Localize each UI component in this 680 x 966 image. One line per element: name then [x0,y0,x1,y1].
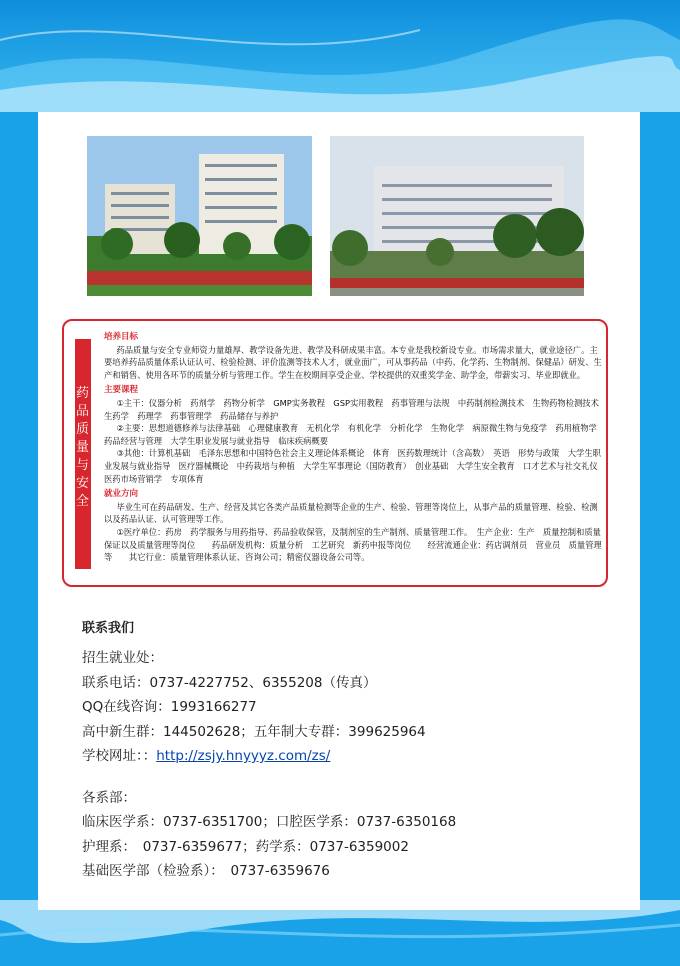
training-goal-heading: 培养目标 [104,332,139,342]
brochure-page [38,112,640,910]
contact-groups: 高中新生群：144502628；五年制大专群：399625964 [82,723,426,740]
employment-text: 毕业生可在药品研发、生产、经营及其它各类产品质量检测等企业的生产、检验、管理等岗位上，从事产品的质量管理、检验、检测以及药品认证、认可管理等工作。 [104,501,598,525]
courses-core: ②主要：思想道德修养与法律基础 心理健康教育 无机化学 有机化学 分析化学 生物化学 病原微生物与免疫学 药用植物学 药品经营与管理 大学生职业发展与就业指导 临床疾病概要 [104,423,606,446]
department-line-1: 临床医学系：0737-6351700；口腔医学系：0737-6350168 [82,814,457,830]
department-line-3: 基础医学部（检验系）： 0737-6359676 [82,863,330,879]
top-wave-banner [0,0,680,112]
program-content [104,331,608,564]
spacer [82,769,622,786]
admissions-office: 招生就业处： [82,650,163,666]
main-courses-heading: 主要课程 [104,385,139,396]
website-link[interactable]: http://zsjy.hnyyyz.com/zs/ [156,748,331,764]
website-line [82,744,622,769]
program-vertical-title: 药品质量与安全 [75,386,90,509]
contact-phone: 联系电话：0737-4227752、6355208（传真） [82,674,377,691]
campus-photo-right [330,136,584,296]
website-label: 学校网址：： [82,748,157,764]
courses-other: ③其他：计算机基础 毛泽东思想和中国特色社会主义理论体系概论 体育 医药数理统计（含高数） 英语 形势与政策 大学生职业发展与就业指导 医疗器械概论 中药栽培与种植 大学生军事理论（国防教育） 创业基础 大学生安全教育 口才艺术与社交礼仪 医药市场营销学 专项体育 [104,448,606,484]
employment-heading: 就业方向 [104,489,139,500]
training-goal-text: 药品质量与安全专业师资力量雄厚、教学设备先进、教学及科研成果丰富。本专业是我校新设专业。市场需求量大，就业途径广。主要培养药品质量体系认证认可、检验检测、评价监测等技术人才，就业面广，可从事药品（中药、化学药、生物制剂、保健品）研发、生产和销售、使用各环节的质量分析与管理工作。学生在校期间享受企业、学校提供的双重奖学金、助学金，带薪实习、毕业即就业。 [104,344,602,380]
campus-photo-left [87,136,312,296]
departments-heading: 各系部： [82,789,136,806]
department-line-2: 护理系： 0737-6359677；药学系：0737-6359002 [82,838,409,855]
contact-qq: QQ在线咨询：1993166277 [82,699,257,715]
contact-heading: 联系我们 [82,621,135,636]
courses-main: ①主干：仪器分析 药剂学 药物分析学 GMP实务教程 GSP实用教程 药事管理与法规 中药制剂检测技术 生物药物检测技术 生药学 药理学 药事管理学 药品储存与养护 [104,397,608,421]
contact-section [82,617,622,884]
program-info-card [62,319,608,587]
employment-units: ①医疗单位：药房 药学服务与用药指导、药品验收保管，及制剂室的生产制剂、质量管理工作。 生产企业：生产 质量控制和质量保证以及质量管理等岗位 药品研发机构：质量分析 工艺研究 新药申报等岗位 经营流通企业：药店调剂员 营业员 质量管理等 其它行业：质量管理体系认证、咨询公司；精密仪器设备公司等。 [104,526,602,563]
